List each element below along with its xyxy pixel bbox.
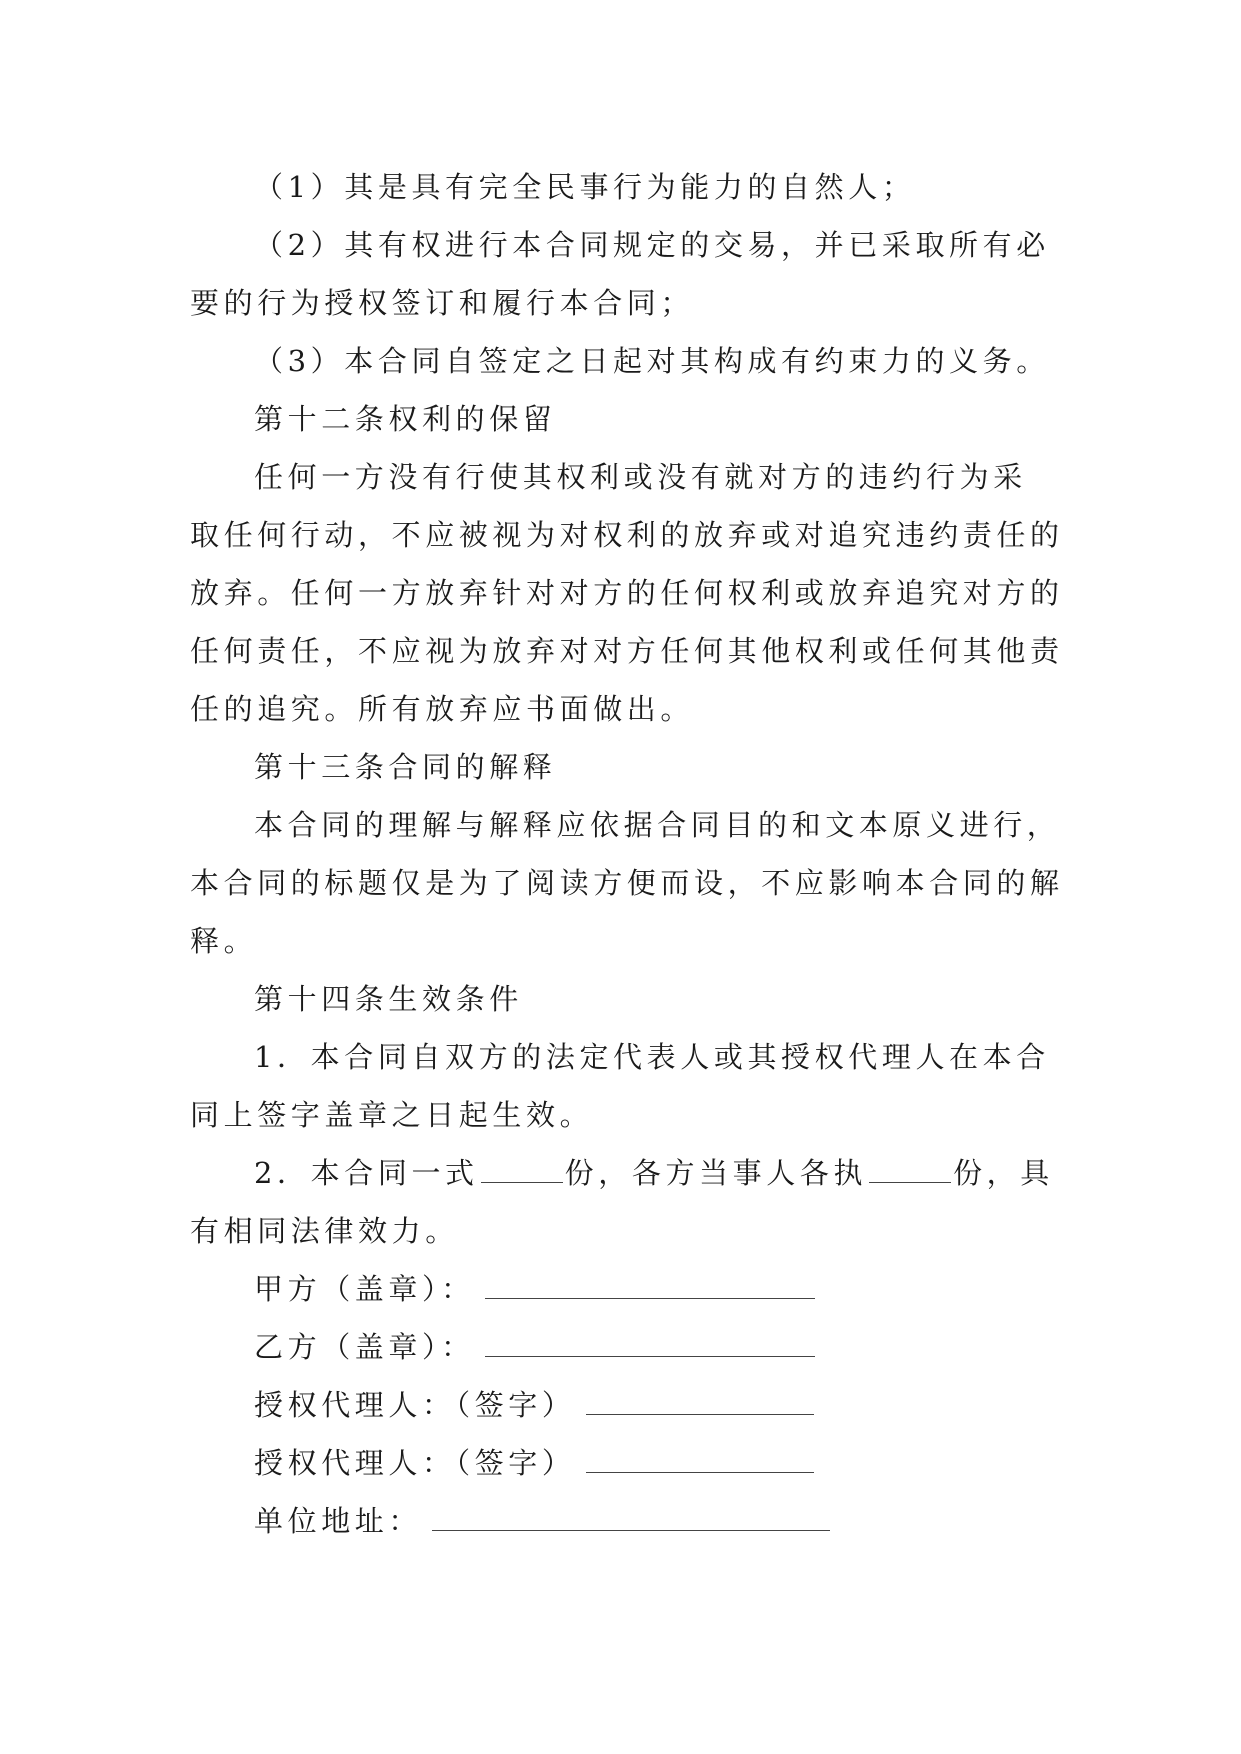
copies-count-blank[interactable]	[481, 1162, 563, 1183]
signature-party-b	[190, 1318, 1050, 1376]
address-label: 单位地址：	[254, 1504, 423, 1538]
agent-2-signature-blank[interactable]	[586, 1450, 814, 1473]
article-text: 任何责任，不应视为放弃对对方任何其他权利或任何其他责	[190, 634, 1064, 668]
party-b-label: 乙方（盖章）：	[254, 1330, 475, 1364]
address-blank[interactable]	[432, 1508, 830, 1531]
article-heading-12: 第十二条权利的保留	[254, 402, 557, 436]
article-text: 任何一方没有行使其权利或没有就对方的违约行为采	[254, 460, 1027, 494]
article-text: 释。	[190, 924, 258, 958]
copies-text-b: 份，各方当事人各执	[564, 1156, 868, 1190]
article-text: 任的追究。所有放弃应书面做出。	[190, 692, 695, 726]
clause-text: （2）其有权进行本合同规定的交易，并已采取所有必	[254, 228, 1050, 262]
article-text: 本合同的标题仅是为了阅读方便而设，不应影响本合同的解	[190, 866, 1064, 900]
copies-each-blank[interactable]	[869, 1162, 951, 1183]
article-text: 同上签字盖章之日起生效。	[190, 1098, 594, 1132]
article-text: 有相同法律效力。	[190, 1214, 459, 1248]
agent-1-label: 授权代理人：（签字）	[254, 1388, 576, 1422]
article-text: 1．本合同自双方的法定代表人或其授权代理人在本合	[254, 1040, 1050, 1074]
copies-clause	[190, 1144, 1054, 1202]
party-a-label: 甲方（盖章）：	[254, 1272, 475, 1306]
signature-party-a	[190, 1260, 1050, 1318]
article-heading-14: 第十四条生效条件	[254, 982, 523, 1016]
signature-address	[190, 1492, 1050, 1550]
agent-2-label: 授权代理人：（签字）	[254, 1446, 576, 1480]
clause-text: 要的行为授权签订和履行本合同；	[190, 286, 695, 320]
article-heading-13: 第十三条合同的解释	[254, 750, 557, 784]
clause-text: （3）本合同自签定之日起对其构成有约束力的义务。	[254, 344, 1050, 378]
agent-1-signature-blank[interactable]	[586, 1392, 814, 1415]
signature-agent-2	[190, 1434, 1050, 1492]
clause-text: （1）其是具有完全民事行为能力的自然人；	[254, 170, 916, 204]
party-a-signature-blank[interactable]	[485, 1276, 815, 1299]
article-text: 取任何行动，不应被视为对权利的放弃或对追究违约责任的	[190, 518, 1064, 552]
copies-text-c: 份，具	[953, 1156, 1054, 1190]
copies-text-a: 2．本合同一式	[254, 1156, 479, 1190]
party-b-signature-blank[interactable]	[485, 1334, 815, 1357]
contract-body	[190, 158, 1064, 1550]
article-text: 本合同的理解与解释应依据合同目的和文本原义进行，	[254, 808, 1061, 842]
article-text: 放弃。任何一方放弃针对对方的任何权利或放弃追究对方的	[190, 576, 1064, 610]
signature-agent-1	[190, 1376, 1050, 1434]
